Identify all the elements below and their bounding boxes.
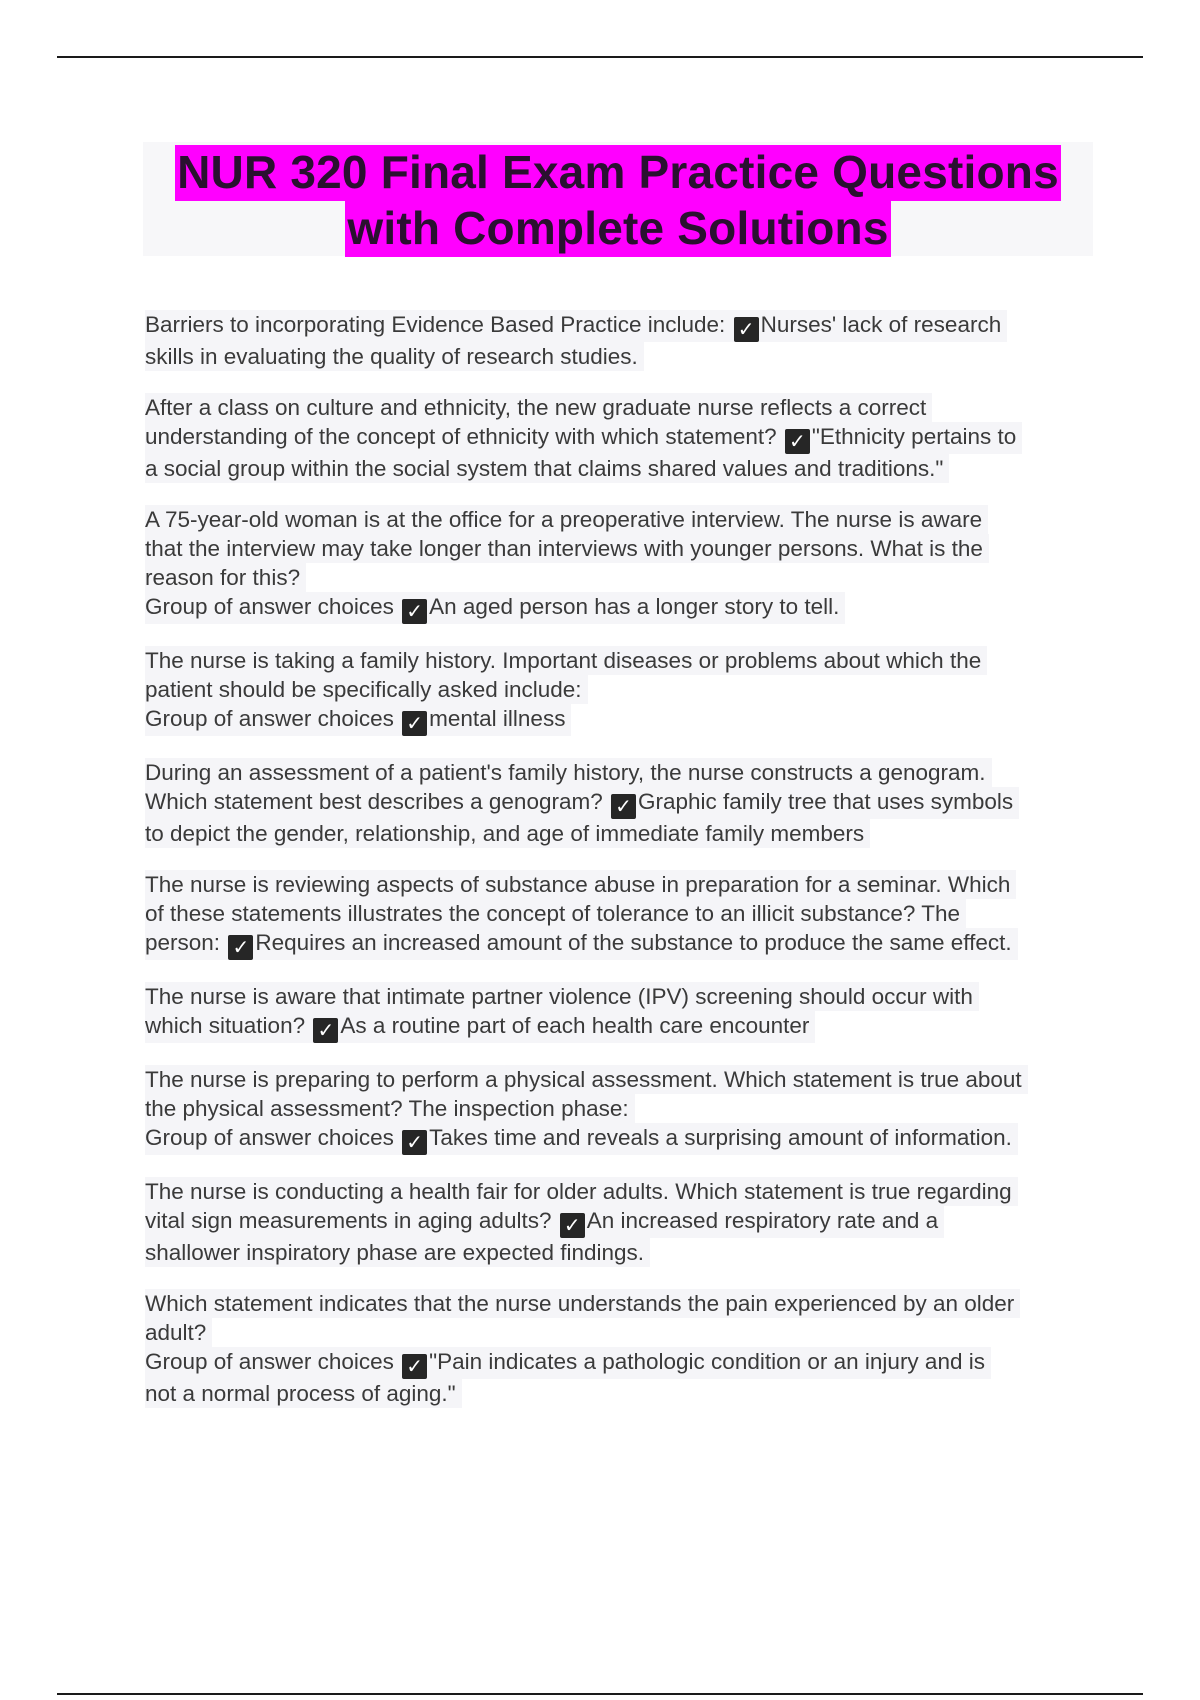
question-line bbox=[145, 982, 979, 1011]
question-item bbox=[145, 310, 1095, 371]
question-line bbox=[145, 310, 1007, 342]
check-box-icon: ✓ bbox=[560, 1213, 585, 1238]
check-box-icon: ✓ bbox=[313, 1018, 338, 1043]
question-line bbox=[145, 870, 1016, 899]
answer-text: Graphic family tree that uses symbols bbox=[638, 789, 1014, 814]
question-text: Group of answer choices bbox=[145, 1349, 394, 1374]
check-box-icon: ✓ bbox=[402, 1354, 427, 1379]
answer-text: An aged person has a longer story to tell. bbox=[429, 594, 840, 619]
question-line bbox=[145, 592, 845, 624]
answer-text: An increased respiratory rate and a bbox=[586, 1208, 939, 1233]
question-text: Group of answer choices bbox=[145, 594, 394, 619]
question-line bbox=[145, 505, 988, 534]
question-text: During an assessment of a patient's family history, the nurse constructs a genogram. bbox=[145, 760, 986, 785]
bottom-rule bbox=[57, 1693, 1143, 1695]
question-line bbox=[145, 342, 644, 371]
question-line bbox=[145, 1347, 991, 1379]
check-box-icon: ✓ bbox=[228, 935, 253, 960]
question-line bbox=[145, 646, 987, 675]
question-item bbox=[145, 982, 1095, 1043]
answer-text: Nurses' lack of research bbox=[760, 312, 1002, 337]
question-line bbox=[145, 758, 992, 787]
question-item bbox=[145, 1289, 1095, 1408]
question-text: person: bbox=[145, 930, 221, 955]
question-text: A 75-year-old woman is at the office for a preoperative interview. The nurse is aware bbox=[145, 507, 983, 532]
question-line bbox=[145, 704, 571, 736]
question-text: Group of answer choices bbox=[145, 1125, 394, 1150]
question-text: to depict the gender, relationship, and age of immediate family members bbox=[145, 821, 865, 846]
question-item bbox=[145, 1065, 1095, 1155]
question-item bbox=[145, 870, 1095, 960]
question-text: not a normal process of aging." bbox=[145, 1381, 456, 1406]
question-line bbox=[145, 1379, 462, 1408]
check-box-icon: ✓ bbox=[402, 1130, 427, 1155]
question-text: a social group within the social system that claims shared values and traditions." bbox=[145, 456, 944, 481]
question-line bbox=[145, 1123, 1018, 1155]
question-text: understanding of the concept of ethnicity with which statement? bbox=[145, 424, 777, 449]
question-text: adult? bbox=[145, 1320, 207, 1345]
question-text: Which statement indicates that the nurse understands the pain experienced by an older bbox=[145, 1291, 1015, 1316]
check-box-icon: ✓ bbox=[734, 317, 759, 342]
document-title bbox=[143, 142, 1093, 256]
question-line bbox=[145, 1094, 635, 1123]
check-box-icon: ✓ bbox=[785, 429, 810, 454]
question-text: After a class on culture and ethnicity, the new graduate nurse reflects a correct bbox=[145, 395, 927, 420]
question-text: of these statements illustrates the concept of tolerance to an illicit substance? The bbox=[145, 901, 961, 926]
question-line bbox=[145, 393, 932, 422]
question-text: vital sign measurements in aging adults? bbox=[145, 1208, 552, 1233]
question-text: Group of answer choices bbox=[145, 706, 394, 731]
question-line bbox=[145, 819, 870, 848]
question-item bbox=[145, 505, 1095, 624]
question-text: skills in evaluating the quality of research studies. bbox=[145, 344, 638, 369]
check-box-icon: ✓ bbox=[402, 599, 427, 624]
question-line bbox=[145, 1289, 1020, 1318]
question-text: The nurse is taking a family history. Important diseases or problems about which the bbox=[145, 648, 982, 673]
top-rule bbox=[57, 56, 1143, 58]
question-line bbox=[145, 1011, 815, 1043]
question-item bbox=[145, 758, 1095, 848]
title-line-1: NUR 320 Final Exam Practice Questions bbox=[175, 145, 1061, 201]
question-text: Which statement best describes a genogram? bbox=[145, 789, 603, 814]
question-item bbox=[145, 1177, 1095, 1267]
question-text: The nurse is reviewing aspects of substance abuse in preparation for a seminar. Which bbox=[145, 872, 1011, 897]
question-line bbox=[145, 787, 1019, 819]
answer-text: "Ethnicity pertains to bbox=[811, 424, 1017, 449]
question-list bbox=[145, 310, 1095, 1430]
check-box-icon: ✓ bbox=[611, 794, 636, 819]
question-text: shallower inspiratory phase are expected findings. bbox=[145, 1240, 645, 1265]
question-text: The nurse is preparing to perform a physical assessment. Which statement is true about bbox=[145, 1067, 1022, 1092]
question-line bbox=[145, 1238, 650, 1267]
question-text: that the interview may take longer than interviews with younger persons. What is the bbox=[145, 536, 983, 561]
check-box-icon: ✓ bbox=[402, 711, 427, 736]
answer-text: As a routine part of each health care encounter bbox=[340, 1013, 810, 1038]
question-line bbox=[145, 928, 1018, 960]
question-text: patient should be specifically asked include: bbox=[145, 677, 582, 702]
question-item bbox=[145, 646, 1095, 736]
question-text: reason for this? bbox=[145, 565, 301, 590]
question-line bbox=[145, 422, 1022, 454]
question-line bbox=[145, 1206, 944, 1238]
question-line bbox=[145, 1065, 1028, 1094]
question-line bbox=[145, 1177, 1018, 1206]
question-line bbox=[145, 534, 989, 563]
question-line bbox=[145, 899, 966, 928]
question-item bbox=[145, 393, 1095, 483]
question-text: the physical assessment? The inspection phase: bbox=[145, 1096, 629, 1121]
question-text: Barriers to incorporating Evidence Based Practice include: bbox=[145, 312, 726, 337]
question-line bbox=[145, 1318, 212, 1347]
question-text: The nurse is conducting a health fair for older adults. Which statement is true regarding bbox=[145, 1179, 1012, 1204]
answer-text: Requires an increased amount of the substance to produce the same effect. bbox=[255, 930, 1012, 955]
question-line bbox=[145, 675, 588, 704]
question-text: The nurse is aware that intimate partner violence (IPV) screening should occur with bbox=[145, 984, 973, 1009]
title-line-2: with Complete Solutions bbox=[345, 201, 890, 257]
answer-text: Takes time and reveals a surprising amount of information. bbox=[429, 1125, 1012, 1150]
answer-text: "Pain indicates a pathologic condition or an injury and is bbox=[429, 1349, 985, 1374]
answer-text: mental illness bbox=[429, 706, 566, 731]
question-line bbox=[145, 454, 949, 483]
question-line bbox=[145, 563, 306, 592]
question-text: which situation? bbox=[145, 1013, 306, 1038]
